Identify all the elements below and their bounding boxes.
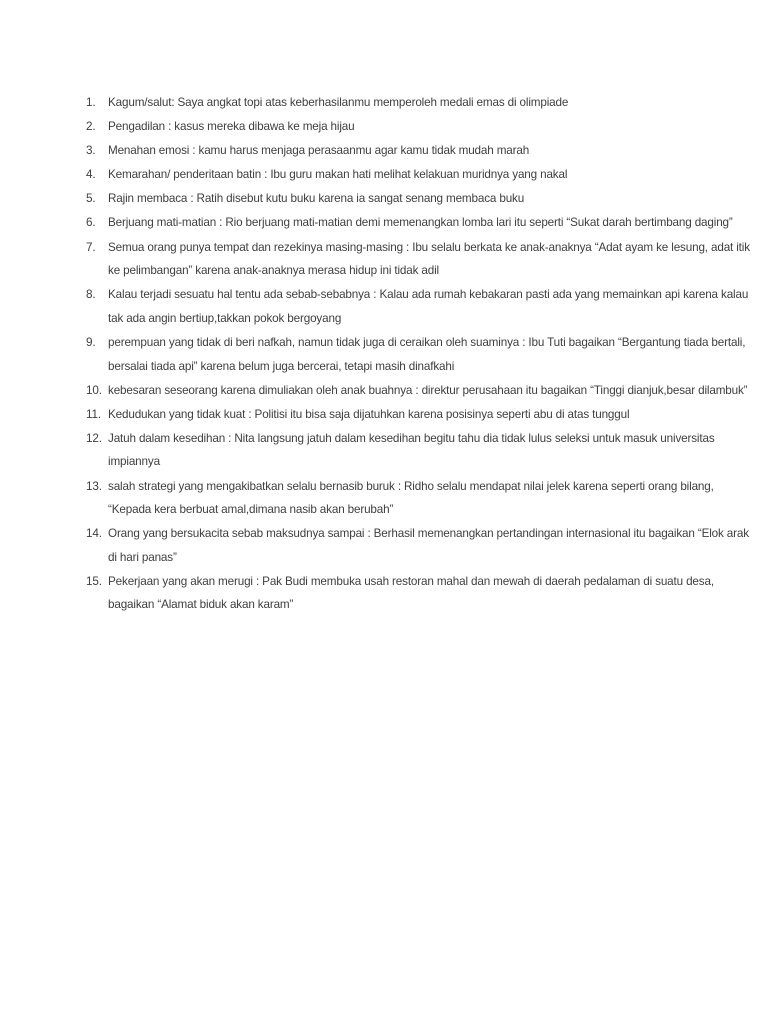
list-number: 15.	[86, 574, 102, 588]
list-number: 13.	[86, 479, 102, 493]
list-item	[86, 475, 752, 522]
list-text: salah strategi yang mengakibatkan selalu bernasib buruk : Ridho selalu mendapat nilai jelek karena seperti orang bilang, “Kepada kera berbuat amal,dimana nasib akan berubah”	[108, 479, 714, 517]
list-number: 12.	[86, 431, 102, 445]
list-text: Rajin membaca : Ratih disebut kutu buku karena ia sangat senang membaca buku	[108, 192, 525, 206]
list-text: Kalau terjadi sesuatu hal tentu ada sebab-sebabnya : Kalau ada rumah kebakaran pasti ada yang memainkan api karena kalau tak ada angin bertiup,takkan pokok bergoyang	[108, 288, 749, 325]
list-number: 1.	[86, 96, 96, 109]
list-text: Menahan emosi : kamu harus menjaga perasaanmu agar kamu tidak mudah marah	[108, 144, 530, 158]
list-item	[86, 427, 752, 474]
list-text: Kemarahan/ penderitaan batin : Ibu guru makan hati melihat kelakuan muridnya yang nakal	[108, 168, 568, 182]
list-item	[86, 379, 752, 403]
list-number: 10.	[86, 383, 102, 397]
list-text: Pekerjaan yang akan merugi : Pak Budi membuka usah restoran mahal dan mewah di daerah pedalaman di suatu desa, bagaikan “Alamat biduk akan karam”	[108, 574, 714, 612]
list-text: perempuan yang tidak di beri nafkah, namun tidak juga di ceraikan oleh suaminya : Ibu Tuti bagaikan “Bergantung tiada bertali, bersalai tiada api” karena belum juga bercerai, tetapi masih dinafkahi	[108, 335, 746, 373]
list-text: Kedudukan yang tidak kuat : Politisi itu bisa saja dijatuhkan karena posisinya seperti abu di atas tunggul	[108, 407, 630, 421]
list-text: Berjuang mati-matian : Rio berjuang mati-matian demi memenangkan lomba lari itu seperti “Sukat darah bertimbang daging”	[108, 216, 733, 230]
list-item	[86, 163, 752, 187]
numbered-list	[86, 91, 752, 618]
list-item	[86, 139, 752, 163]
list-item	[86, 211, 752, 235]
list-text: Semua orang punya tempat dan rezekinya masing-masing : Ibu selalu berkata ke anak-anaknya “Adat ayam ke lesung, adat itik ke pelimbangan” karena anak-anaknya merasa hidup ini tidak adil	[108, 240, 750, 278]
list-number: 8.	[86, 288, 96, 302]
list-text: kebesaran seseorang karena dimuliakan oleh anak buahnya : direktur perusahaan itu bagaikan “Tinggi dianjuk,besar dilambuk”	[108, 383, 748, 397]
list-number: 11.	[86, 407, 101, 421]
list-item	[86, 331, 752, 378]
list-text: Kagum/salut: Saya angkat topi atas keberhasilanmu memperoleh medali emas di olimpiade	[108, 96, 569, 109]
list-item	[86, 570, 752, 617]
list-number: 2.	[86, 120, 96, 134]
list-item	[86, 522, 752, 569]
list-number: 6.	[86, 216, 96, 230]
list-text: Orang yang bersukacita sebab maksudnya sampai : Berhasil memenangkan pertandingan internasional itu bagaikan “Elok arak di hari panas”	[108, 527, 749, 564]
list-text: Pengadilan : kasus mereka dibawa ke meja hijau	[108, 120, 355, 134]
list-item	[86, 236, 752, 283]
list-text: Jatuh dalam kesedihan : Nita langsung jatuh dalam kesedihan begitu tahu dia tidak lulus seleksi untuk masuk universitas impiannya	[108, 431, 715, 469]
list-number: 3.	[86, 144, 96, 158]
list-item	[86, 403, 752, 427]
list-item	[86, 187, 752, 211]
list-number: 9.	[86, 335, 96, 349]
list-number: 5.	[86, 192, 96, 206]
list-number: 14.	[86, 527, 102, 541]
list-item	[86, 91, 752, 115]
list-item	[86, 283, 752, 330]
list-item	[86, 115, 752, 139]
list-number: 4.	[86, 168, 96, 182]
list-number: 7.	[86, 240, 96, 254]
